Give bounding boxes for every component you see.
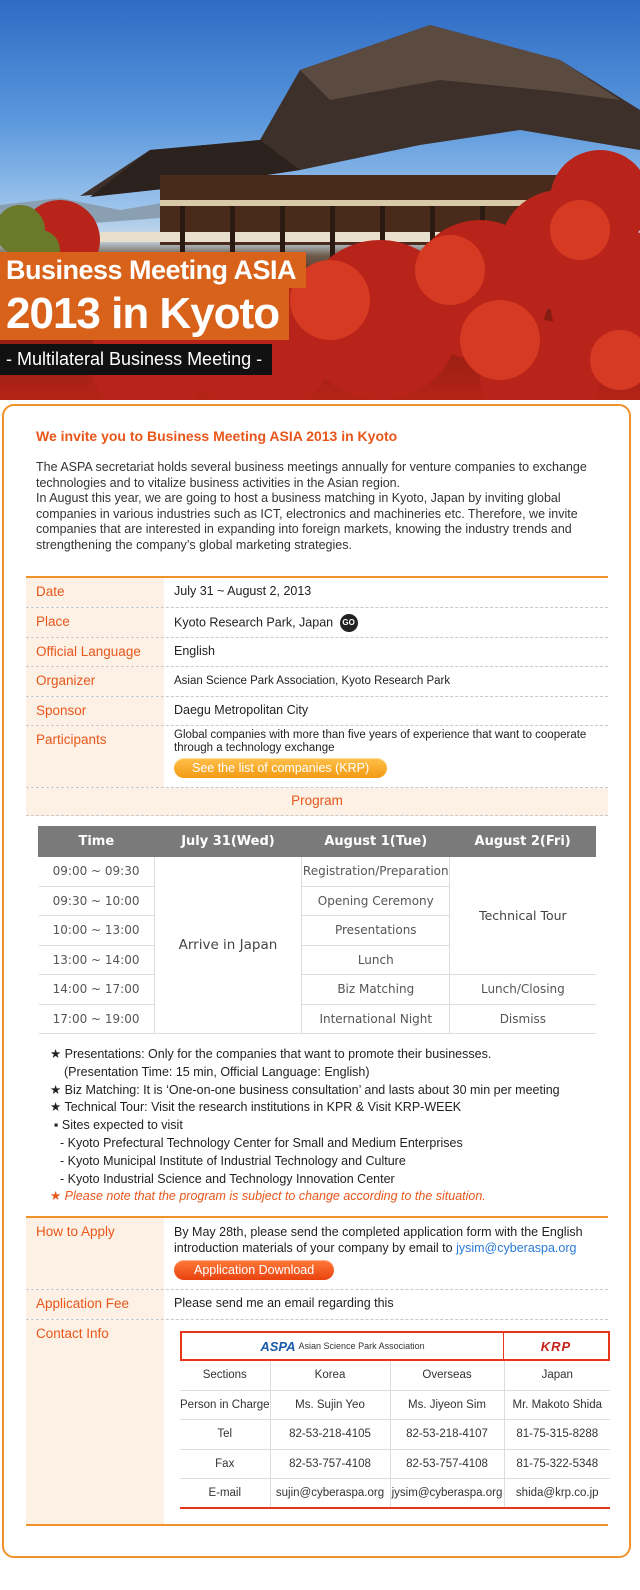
contact-overseas-email[interactable]: jysim@cyberaspa.org xyxy=(390,1479,504,1508)
table-row xyxy=(180,1390,610,1419)
note-biz-matching: ★ Biz Matching: It is ‘One-on-one business consultation’ and lasts about 30 min per meeting xyxy=(50,1082,560,1097)
row-date xyxy=(26,578,608,608)
time-cell: 09:00 ~ 09:30 xyxy=(39,857,155,887)
header-time: Time xyxy=(39,827,155,857)
contact-header-korea: Korea xyxy=(270,1361,390,1390)
time-cell: 09:30 ~ 10:00 xyxy=(39,886,155,916)
contact-overseas-fax: 82-53-757-4108 xyxy=(390,1449,504,1478)
application-download-button[interactable]: Application Download xyxy=(174,1260,334,1280)
row-language xyxy=(26,638,608,667)
contact-korea-email[interactable]: sujin@cyberaspa.org xyxy=(270,1479,390,1508)
contact-japan-tel: 81-75-315-8288 xyxy=(504,1420,610,1449)
contact-table-wrap xyxy=(180,1331,610,1509)
contact-row-label: E-mail xyxy=(180,1479,270,1508)
aspa-logo-text: Asian Science Park Association xyxy=(298,1341,425,1351)
contact-japan-email[interactable]: shida@krp.co.jp xyxy=(504,1479,610,1508)
go-map-button[interactable]: GO xyxy=(340,614,358,632)
contact-header-japan: Japan xyxy=(504,1361,610,1390)
krp-logo: KRP xyxy=(540,1338,572,1354)
table-row xyxy=(180,1479,610,1508)
how-to-apply-cell xyxy=(164,1218,608,1289)
table-row xyxy=(39,857,596,887)
contact-korea-tel: 82-53-218-4105 xyxy=(270,1420,390,1449)
row-how-to-apply xyxy=(26,1218,608,1290)
language-value: English xyxy=(174,644,215,658)
event-details xyxy=(26,576,608,816)
intro-text xyxy=(36,460,604,553)
participants-cell xyxy=(164,726,608,787)
intro-paragraph-2: In August this year, we are going to host a business matching in Kyoto, Japan by inviting global companies in various industries such as ICT, electronics and machineries etc. Therefore, we invite companies that are interested in expanding into foreign markets, knowing the industry trends and strengthening the company’s global marketing strategies. xyxy=(36,491,578,552)
note-presentations: ★ Presentations: Only for the companies that want to promote their businesses. xyxy=(50,1047,492,1061)
time-cell: 14:00 ~ 17:00 xyxy=(39,975,155,1005)
note-site-2: - Kyoto Municipal Institute of Industrial Technology and Culture xyxy=(60,1153,406,1168)
row-sponsor xyxy=(26,697,608,726)
contact-header-sections: Sections xyxy=(180,1361,270,1390)
organizer-label: Organizer xyxy=(26,667,164,696)
hero-subtitle: - Multilateral Business Meeting - xyxy=(0,344,272,375)
header-aug2: August 2(Fri) xyxy=(450,827,596,857)
hero-banner xyxy=(0,0,640,400)
participants-value: Global companies with more than five years of experience that want to cooperate through a technology exchange xyxy=(174,729,587,754)
header-aug1: August 1(Tue) xyxy=(302,827,450,857)
hero-title-line1: Business Meeting ASIA xyxy=(0,252,306,288)
contact-row-label: Tel xyxy=(180,1420,270,1449)
contact-logos xyxy=(180,1331,610,1361)
contact-japan-person: Mr. Makoto Shida xyxy=(504,1390,610,1419)
aspa-logo xyxy=(182,1333,504,1359)
how-to-apply-label: How to Apply xyxy=(26,1218,164,1289)
application-fee-value: Please send me an email regarding this xyxy=(174,1296,394,1310)
note-technical-tour: ★ Technical Tour: Visit the research institutions in KPR & Visit KRP-WEEK xyxy=(50,1100,462,1115)
contact-info-label: Contact Info xyxy=(26,1320,164,1524)
time-cell: 17:00 ~ 19:00 xyxy=(39,1004,155,1034)
place-value-cell xyxy=(164,608,608,637)
note-warning: ★ Please note that the program is subject to change according to the situation. xyxy=(50,1189,486,1204)
note-sites-heading: ▪ Sites expected to visit xyxy=(54,1118,183,1133)
date-value: July 31 ~ August 2, 2013 xyxy=(174,584,312,598)
contact-overseas-person: Ms. Jiyeon Sim xyxy=(390,1390,504,1419)
organizer-value: Asian Science Park Association, Kyoto Research Park xyxy=(174,675,451,687)
participants-label: Participants xyxy=(26,726,164,787)
table-row xyxy=(180,1449,610,1478)
contact-header-overseas: Overseas xyxy=(390,1361,504,1390)
sponsor-label: Sponsor xyxy=(26,697,164,725)
contact-korea-fax: 82-53-757-4108 xyxy=(270,1449,390,1478)
aug2-dismiss-cell: Dismiss xyxy=(450,1004,596,1034)
place-value: Kyoto Research Park, Japan xyxy=(174,615,334,630)
header-july31: July 31(Wed) xyxy=(154,827,302,857)
program-notes xyxy=(50,1046,610,1206)
contact-header-row xyxy=(180,1361,610,1390)
note-presentations-detail: (Presentation Time: 15 min, Official Language: English) xyxy=(64,1064,370,1079)
apply-email-link[interactable]: jysim@cyberaspa.org xyxy=(456,1241,577,1255)
table-row xyxy=(39,1004,596,1034)
aug1-cell: Biz Matching xyxy=(302,975,450,1005)
aug1-cell: Opening Ceremony xyxy=(302,886,450,916)
companies-list-button[interactable]: See the list of companies (KRP) xyxy=(174,758,387,778)
application-fee-label: Application Fee xyxy=(26,1290,164,1319)
program-heading: Program xyxy=(26,788,608,816)
july31-cell: Arrive in Japan xyxy=(154,857,302,1034)
note-site-3: - Kyoto Industrial Science and Technology Innovation Center xyxy=(60,1171,395,1186)
contact-overseas-tel: 82-53-218-4107 xyxy=(390,1420,504,1449)
aug2-lunch-cell: Lunch/Closing xyxy=(450,975,596,1005)
table-row xyxy=(39,975,596,1005)
table-row xyxy=(180,1420,610,1449)
how-to-apply-text: By May 28th, please send the completed application form with the English introduction materials of your company by email to xyxy=(174,1225,583,1255)
hero-title-line2: 2013 in Kyoto xyxy=(0,288,289,340)
time-cell: 10:00 ~ 13:00 xyxy=(39,916,155,946)
aug1-cell: Presentations xyxy=(302,916,450,946)
aug1-cell: Registration/Preparation xyxy=(302,857,450,887)
schedule-header-row xyxy=(39,827,596,857)
place-label: Place xyxy=(26,608,164,637)
row-place xyxy=(26,608,608,638)
program-schedule-table xyxy=(38,826,596,1034)
contact-row-label: Fax xyxy=(180,1449,270,1478)
intro-heading: We invite you to Business Meeting ASIA 2013 in Kyoto xyxy=(36,428,398,444)
sponsor-value: Daegu Metropolitan City xyxy=(174,703,309,717)
row-organizer xyxy=(26,667,608,697)
contact-korea-person: Ms. Sujin Yeo xyxy=(270,1390,390,1419)
contact-japan-fax: 81-75-322-5348 xyxy=(504,1449,610,1478)
date-label: Date xyxy=(26,578,164,607)
time-cell: 13:00 ~ 14:00 xyxy=(39,945,155,975)
hero-title-block xyxy=(0,252,306,375)
contact-table xyxy=(180,1361,610,1509)
language-label: Official Language xyxy=(26,638,164,666)
row-application-fee xyxy=(26,1290,608,1320)
note-site-1: - Kyoto Prefectural Technology Center for Small and Medium Enterprises xyxy=(60,1135,463,1150)
aspa-logo-mark: ASPA xyxy=(260,1338,296,1354)
row-participants xyxy=(26,726,608,788)
contact-row-label: Person in Charge xyxy=(180,1390,270,1419)
aug1-cell: Lunch xyxy=(302,945,450,975)
main-content-box xyxy=(2,404,631,1558)
aug2-tour-cell: Technical Tour xyxy=(450,857,596,975)
aug1-cell: International Night xyxy=(302,1004,450,1034)
intro-paragraph-1: The ASPA secretariat holds several business meetings annually for venture companies to exchange technologies and to vitalize business activities in the Asian region. xyxy=(36,460,587,490)
